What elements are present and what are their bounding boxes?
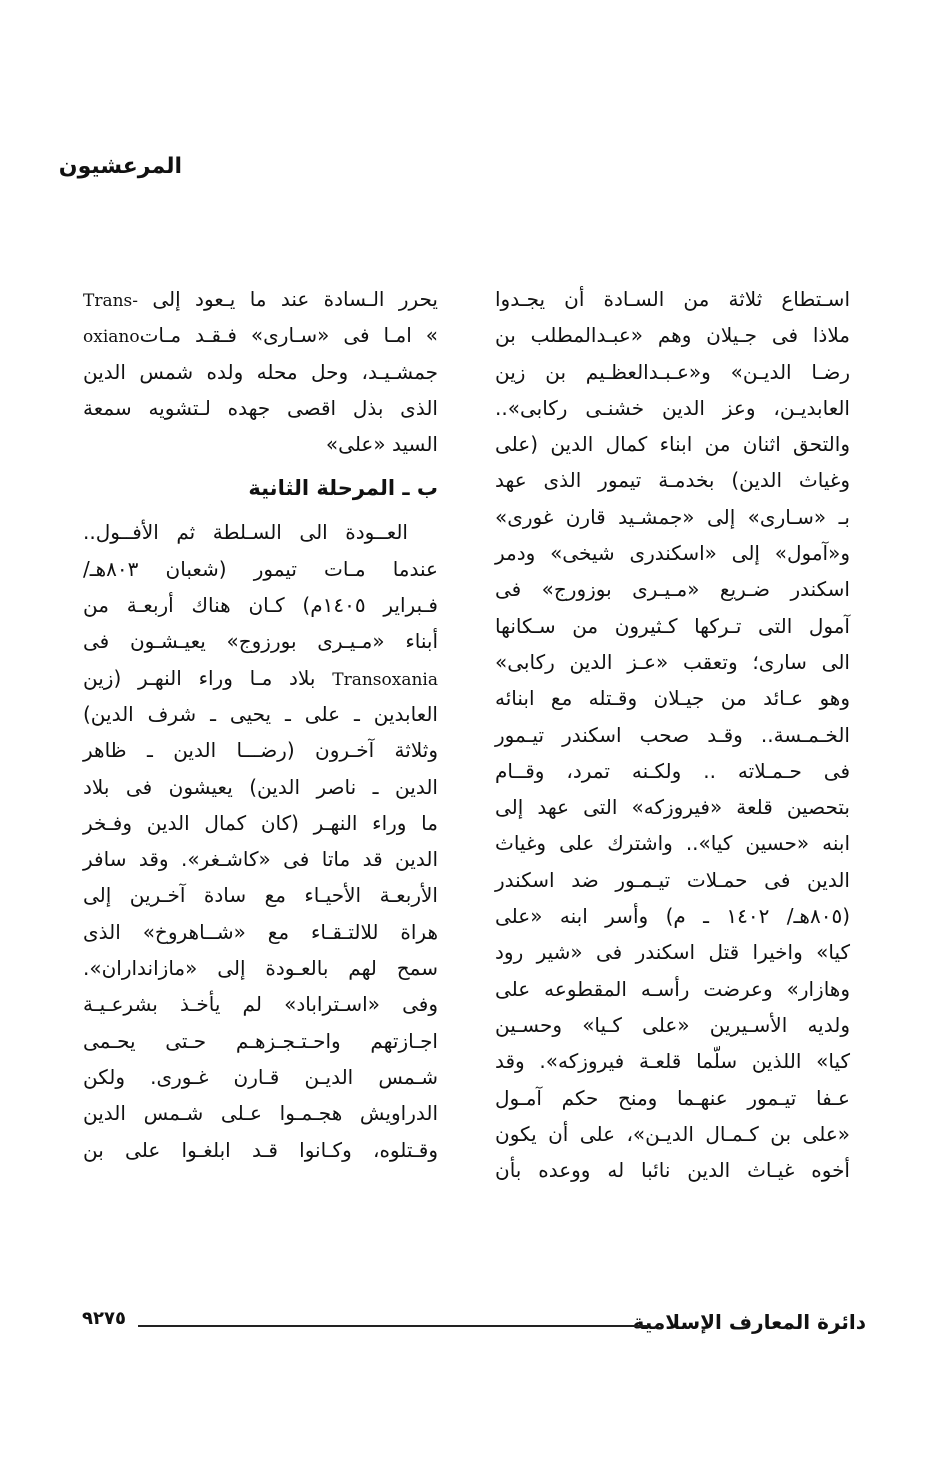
body-lines-before xyxy=(83,514,438,659)
text-line: العابدين ـ على ـ يحيى ـ شرف الدين) xyxy=(83,701,438,726)
text-line xyxy=(83,660,438,696)
text-line: جمشـيـد، وحل محله ولده شمس الدين xyxy=(83,359,438,384)
text-line: كيا» اللذين سلّما قلعـة فيروزكه». وقد xyxy=(495,1049,850,1074)
text-line: الخـمـسة.. وقـد صحب اسكندر تيـمور xyxy=(495,722,850,747)
text-line: شـمس الديـن قـارن غـورى. ولكن xyxy=(83,1064,438,1089)
body-lines-after xyxy=(83,696,438,1168)
text-line: أبناء «مـيـرى بورزوج» يعيـشـون فى xyxy=(83,629,438,654)
text-line: وهو عـائد من جيـلان وقـتله مع ابنائه xyxy=(495,686,850,711)
text-line: اسكندر ضـريع «مـيـرى بوزورج» فى xyxy=(495,577,850,602)
text-line: آمول التى تـركها كـثيرون من سـكانها xyxy=(495,613,850,638)
text-line: الذى بذل اقصى جهده لـتشويه سمعة xyxy=(83,395,438,420)
text-line: الى سارى؛ وتعقب «عـز الدين ركابى» xyxy=(495,649,850,674)
text-line: وثلاثة آخـرون (رضـــا الدين ـ ظاهر xyxy=(83,738,438,763)
text-line: العابديـن، وعز الدين خشنـى ركابى».. xyxy=(495,395,850,420)
footer-journal-title: دائرة المعارف الإسلامية xyxy=(632,1310,866,1334)
intro-lines xyxy=(83,354,438,463)
text-line: (٨٠٥هـ/ ١٤٠٢ ـ م) وأسر ابنه «على xyxy=(495,904,850,929)
footer-rule xyxy=(138,1325,648,1327)
latin-term: Trans- xyxy=(83,291,139,311)
text-line: السيد «على» xyxy=(325,432,438,457)
text-line-arabic: » امـا فى «سـارى» فـقـد مـات xyxy=(139,323,438,348)
text-line: والتحق اثنان من ابناء كمال الدين (على xyxy=(495,432,850,457)
text-line: «على بن كـمـال الديـن»، على أن يكون xyxy=(495,1121,850,1146)
page-footer xyxy=(82,1304,866,1344)
text-line: فـبراير ١٤٠٥م) كـان هناك أربعـة من xyxy=(83,593,438,618)
text-line: ولديه الأسـيرين «على كـيا» وحسـين xyxy=(495,1012,850,1037)
text-line-arabic: يحرر الـسادة عند ما يـعود إلى xyxy=(152,287,438,311)
left-text-column xyxy=(83,281,438,1168)
text-line: ابنه «حسين كيا».. واشترك على وغياث xyxy=(495,831,850,856)
text-line-arabic: بلاد مـا وراء النهـر (زين xyxy=(83,665,333,690)
text-line: وهازار» وعرضت رأسـه المقطوعه على xyxy=(495,976,850,1001)
page-number: ٩٢٧٥ xyxy=(82,1308,126,1329)
latin-term: oxiano xyxy=(83,327,140,348)
running-header-title: المرعشيون xyxy=(58,154,182,179)
text-line: هراة للالتـقـاء مع «شــاهروخ» الذى xyxy=(83,919,438,944)
text-line: رضـا الديـن» و«عـبـدالعظـيم بن زين xyxy=(495,359,850,384)
text-line: فى حـمـلاته .. ولكـنه تمرد، وقــام xyxy=(495,758,850,783)
text-line: اجـازتهم واحـتـجـزهـم حـتى يحـمى xyxy=(83,1028,438,1053)
text-line: ملاذا فى جـيلان وهم «عبـدالمطلب بن xyxy=(495,323,850,348)
text-line: أخوه غيـاث الدين نائبا له ووعده بأن xyxy=(495,1158,850,1183)
text-line: وقـتلوه، وكـانوا قـد ابلغـوا على بن xyxy=(83,1137,438,1162)
text-line: عـفا تيـمور عنهـما ومنح حكم آمـول xyxy=(495,1085,850,1110)
text-line xyxy=(83,317,438,353)
text-line: ما وراء النهـر (كان كمال الدين وفـخر xyxy=(83,810,438,835)
text-line: كيا» واخيرا قتل اسكندر فى «شير رود xyxy=(495,940,850,965)
latin-term: Transoxania xyxy=(332,669,438,690)
text-line: الأربعـة الأحيـاء مع سادة آخـرين إلى xyxy=(83,883,438,908)
text-line: العــودة الى السـلطة ثم الأفــول.. xyxy=(83,520,408,545)
text-line: بتحصين قلعة «فيروزكه» التى عهد إلى xyxy=(495,795,850,820)
text-line: اسـتطاع ثلاثة من السـادة أن يجـدوا xyxy=(495,287,850,311)
text-line: عندما مـات تيمور (شعبان ٨٠٣هـ/ xyxy=(83,556,438,581)
text-line: الدين ـ ناصر الدين) يعيشون فى بلاد xyxy=(83,774,438,799)
text-line: الدين فى حمـلات تيـمـور ضد اسكندر xyxy=(495,867,850,892)
right-text-column xyxy=(495,281,850,1188)
text-line: و«آمول» إلى «اسكندرى شيخى» ودمر xyxy=(495,541,850,566)
section-heading: ب ـ المرحلة الثانية xyxy=(248,476,438,501)
text-line: وغياث الدين) بخدمـة تيمور الذى عهد xyxy=(495,468,850,493)
text-line: الدراويش هجـمـوا عـلى شـمس الدين xyxy=(83,1101,438,1126)
text-line: سمح لهم بالعـودة إلى «مازانداران». xyxy=(83,956,438,981)
text-line: الدين قد ماتا فى «كاشـغر». وقد سافر xyxy=(83,847,438,872)
text-line: وفى «اسـتراباد» لم يأخـذ بشرعـيـة xyxy=(83,992,438,1017)
text-line xyxy=(83,281,438,317)
text-line: بـ «سـارى» إلى «جمشـيد قارن غورى» xyxy=(495,504,850,529)
